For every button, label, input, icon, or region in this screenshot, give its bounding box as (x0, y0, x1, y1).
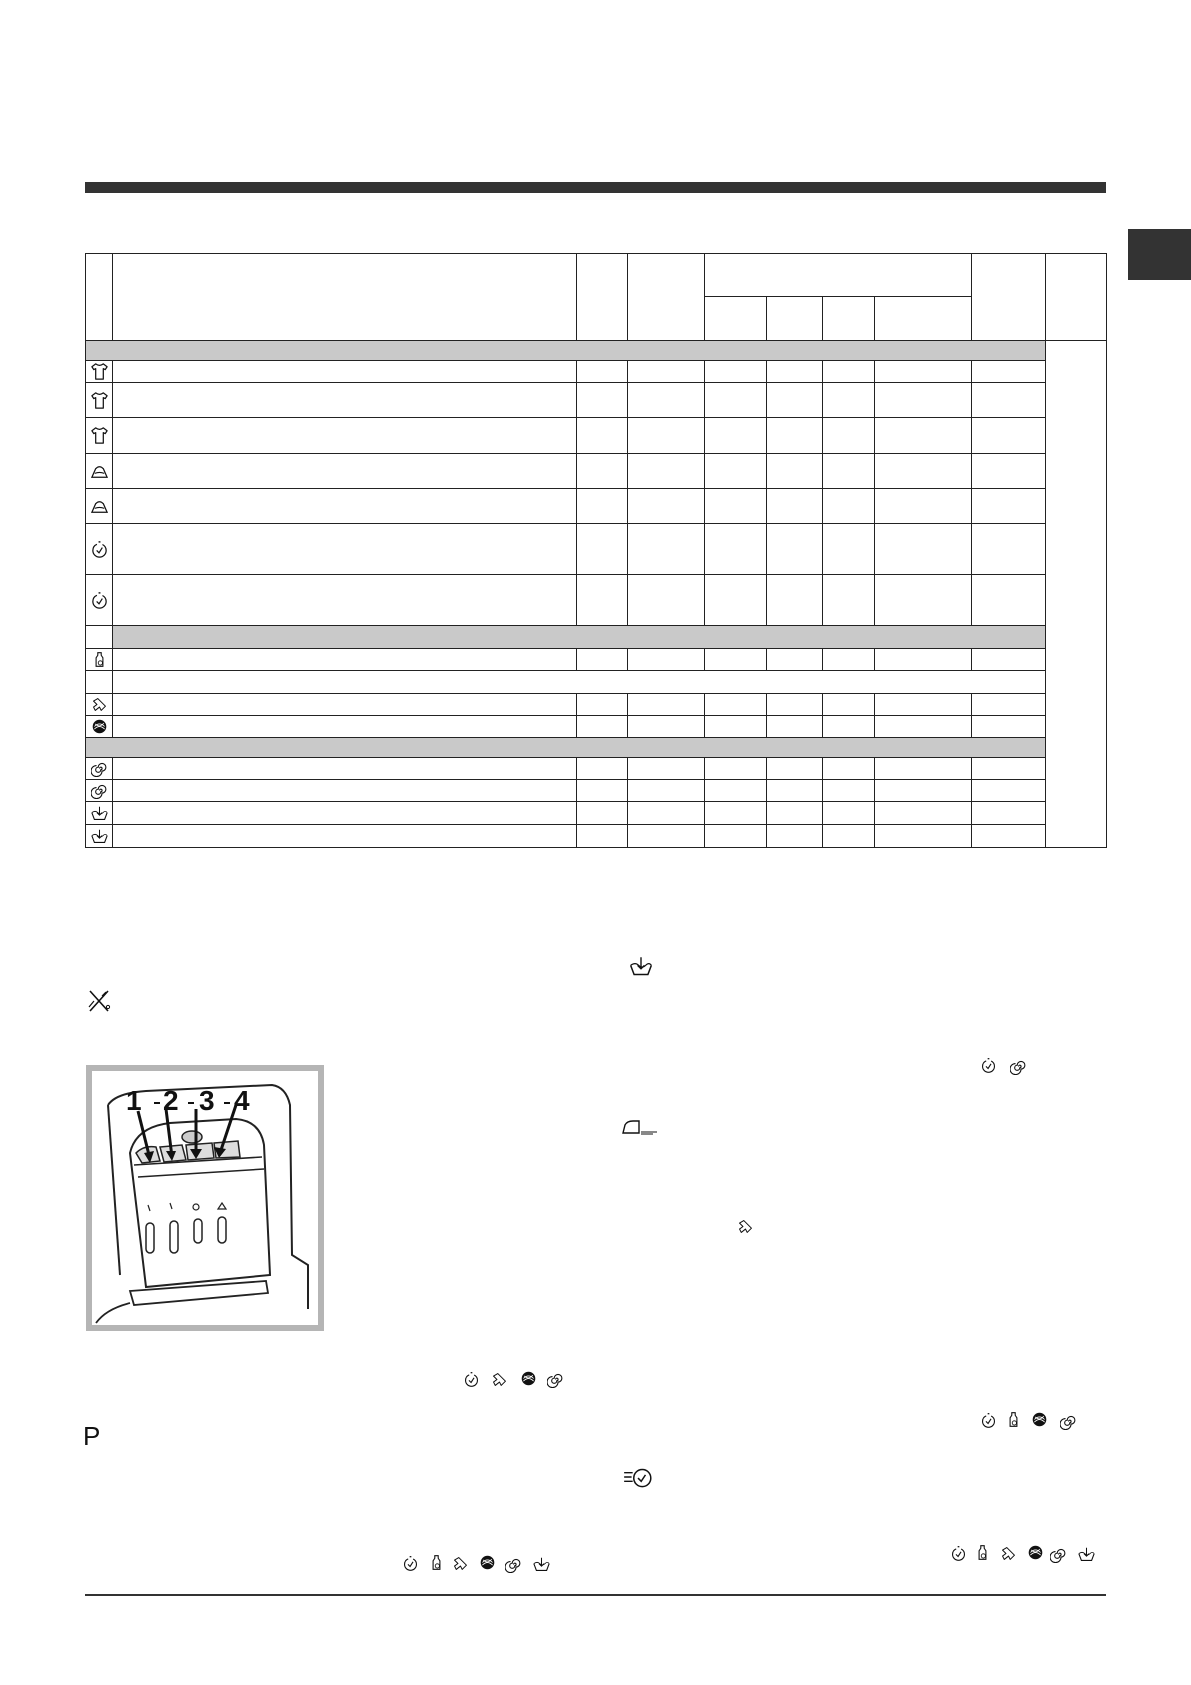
table-cell (113, 418, 577, 454)
section-cell (86, 341, 1046, 361)
table-cell (113, 383, 577, 418)
table-cell (113, 489, 577, 524)
table-row (86, 454, 1107, 489)
no-spin-icon (84, 987, 112, 1015)
table-cell (823, 524, 875, 575)
table-cell (705, 716, 767, 738)
table-cell (113, 825, 577, 848)
table-cell (767, 575, 823, 626)
table-cell (705, 575, 767, 626)
table-cell (705, 383, 767, 418)
letter-p: P (83, 1421, 101, 1451)
section-cell (113, 626, 1046, 649)
table-cell (972, 825, 1046, 848)
stopwatch-icon (463, 1371, 480, 1388)
table-cell (705, 825, 767, 848)
delicate-garment-icon (491, 1371, 508, 1388)
table-cell (875, 802, 972, 825)
table-cell (577, 649, 628, 671)
table-row (86, 694, 1107, 716)
table-cell (628, 575, 705, 626)
table-cell (767, 802, 823, 825)
table-cell (705, 780, 767, 802)
table-cell (628, 489, 705, 524)
delicate-garment-icon (1000, 1545, 1017, 1562)
table-cell (767, 758, 823, 780)
table-cell (113, 575, 577, 626)
stopwatch-icon (980, 1412, 997, 1429)
callout-2: 2 (163, 1085, 179, 1116)
table-cell (823, 716, 875, 738)
table-cell (705, 694, 767, 716)
table-section-row (86, 341, 1107, 361)
drain-tub-icon (624, 955, 658, 978)
spiral-spin-icon (86, 780, 113, 802)
detergent-dispenser-figure (86, 1065, 324, 1331)
wool-ball-icon (1031, 1411, 1048, 1428)
table-cell (113, 780, 577, 802)
delicate-garment-icon (86, 694, 113, 716)
table-cell (875, 780, 972, 802)
table-cell (823, 361, 875, 383)
header-cell (113, 254, 577, 341)
table-cell (823, 418, 875, 454)
callout-1: 1 (126, 1085, 142, 1116)
wool-ball-icon (1027, 1544, 1044, 1561)
table-row (86, 575, 1107, 626)
table-header-row (86, 254, 1107, 297)
table-row (86, 418, 1107, 454)
table-cell (113, 694, 577, 716)
drain-tub-icon (86, 825, 113, 848)
wool-bottle-icon (1005, 1410, 1022, 1429)
rapid-wash-icon (622, 1465, 654, 1489)
table-cell (767, 649, 823, 671)
spiral-spin-icon (547, 1371, 564, 1388)
table-row (86, 780, 1107, 802)
table-cell (875, 649, 972, 671)
delicate-garment-icon (452, 1555, 469, 1572)
table-cell (823, 489, 875, 524)
table-cell (875, 575, 972, 626)
table-cell (705, 649, 767, 671)
table-cell (972, 361, 1046, 383)
table-cell (875, 418, 972, 454)
table-cell (628, 383, 705, 418)
subheader-cell (875, 297, 972, 341)
header-rule (85, 182, 1106, 193)
table-cell (972, 524, 1046, 575)
table-cell (577, 524, 628, 575)
table-cell (628, 825, 705, 848)
table-cell (767, 716, 823, 738)
stopwatch-icon (86, 575, 113, 626)
table-cell (767, 418, 823, 454)
table-row (86, 524, 1107, 575)
table-cell (628, 802, 705, 825)
shirt-icon (86, 361, 113, 383)
shirt-icon (86, 383, 113, 418)
table-cell (972, 802, 1046, 825)
table-section-row (86, 738, 1107, 758)
table-cell (113, 361, 577, 383)
table-cell (577, 383, 628, 418)
table-cell (628, 524, 705, 575)
table-cell (972, 575, 1046, 626)
footer-rule (85, 1594, 1106, 1596)
table-cell (823, 758, 875, 780)
table-cell (113, 524, 577, 575)
subheader-cell (767, 297, 823, 341)
wool-ball-icon (520, 1370, 537, 1387)
table-row (86, 716, 1107, 738)
table-cell (823, 575, 875, 626)
wool-ball-icon (479, 1554, 496, 1571)
spiral-spin-icon (1060, 1413, 1077, 1430)
table-row (86, 383, 1107, 418)
table-cell (875, 454, 972, 489)
table-cell (875, 825, 972, 848)
spiral-spin-icon (1010, 1058, 1027, 1075)
table-cell (628, 418, 705, 454)
table-section-row (86, 626, 1107, 649)
table-cell (972, 649, 1046, 671)
table-cell (113, 758, 577, 780)
header-cell (86, 254, 113, 341)
table-cell (875, 489, 972, 524)
table-cell (823, 802, 875, 825)
bucket-wash-icon (86, 454, 113, 489)
table-cell (823, 694, 875, 716)
table-cell (577, 575, 628, 626)
table-cell (705, 361, 767, 383)
table-cell (628, 649, 705, 671)
table-cell (113, 454, 577, 489)
stopwatch-icon (402, 1555, 419, 1572)
table-cell (767, 694, 823, 716)
table-row (86, 758, 1107, 780)
drain-tub-icon (86, 802, 113, 825)
table-cell (972, 418, 1046, 454)
table-cell (767, 454, 823, 489)
table-cell (577, 454, 628, 489)
table-cell (577, 361, 628, 383)
table-cell (577, 802, 628, 825)
merged-right-cell (1046, 341, 1107, 848)
table-cell (113, 716, 577, 738)
table-row (86, 649, 1107, 671)
spiral-spin-icon (1050, 1546, 1067, 1563)
table-cell (577, 780, 628, 802)
table-cell (705, 489, 767, 524)
wool-ball-icon (86, 716, 113, 738)
table-cell (875, 694, 972, 716)
table-cell (875, 383, 972, 418)
drain-tub-icon (1077, 1546, 1096, 1563)
subheader-cell (705, 297, 767, 341)
table-row (86, 671, 1107, 694)
table-cell (823, 383, 875, 418)
table-cell (577, 694, 628, 716)
wool-bottle-icon (974, 1543, 991, 1562)
table-cell (972, 489, 1046, 524)
table-cell (86, 671, 113, 694)
header-cell (972, 254, 1046, 341)
table-cell (577, 489, 628, 524)
bucket-wash-icon (86, 489, 113, 524)
table-cell (113, 671, 1046, 694)
spiral-spin-icon (86, 758, 113, 780)
table-cell (875, 716, 972, 738)
table-cell (823, 649, 875, 671)
table-cell (705, 758, 767, 780)
section-cell (86, 738, 1046, 758)
drain-tub-icon (532, 1556, 551, 1573)
section-tab (1128, 229, 1191, 280)
spiral-spin-icon (505, 1556, 522, 1573)
table-cell (875, 758, 972, 780)
delicate-garment-icon (737, 1218, 754, 1235)
callout-3: 3 (199, 1085, 215, 1116)
table-cell (823, 780, 875, 802)
table-cell (767, 361, 823, 383)
table-cell (767, 524, 823, 575)
table-cell (577, 825, 628, 848)
table-cell (628, 454, 705, 489)
table-cell (705, 418, 767, 454)
header-group-cell (705, 254, 972, 297)
table-cell (972, 454, 1046, 489)
table-cell (705, 802, 767, 825)
table-cell (577, 758, 628, 780)
table-cell (113, 802, 577, 825)
table-cell (628, 758, 705, 780)
table-cell (628, 716, 705, 738)
table-cell (767, 489, 823, 524)
stopwatch-icon (980, 1057, 997, 1074)
table-cell (767, 383, 823, 418)
table-cell (577, 716, 628, 738)
header-cell (1046, 254, 1107, 341)
table-row (86, 361, 1107, 383)
shirt-icon (86, 418, 113, 454)
table-cell (972, 758, 1046, 780)
iron-icon (620, 1117, 662, 1137)
stopwatch-icon (950, 1545, 967, 1562)
table-cell (705, 524, 767, 575)
table-cell (875, 361, 972, 383)
table-cell (972, 694, 1046, 716)
table-cell (767, 780, 823, 802)
table-row (86, 802, 1107, 825)
section-cell (86, 626, 113, 649)
header-cell (628, 254, 705, 341)
table-cell (972, 780, 1046, 802)
table-cell (823, 454, 875, 489)
wool-bottle-icon (86, 649, 113, 671)
table-cell (972, 383, 1046, 418)
stopwatch-icon (86, 524, 113, 575)
program-table (85, 253, 1107, 848)
table-cell (705, 454, 767, 489)
table-cell (628, 361, 705, 383)
table-cell (628, 780, 705, 802)
table-cell (972, 716, 1046, 738)
table-cell (113, 649, 577, 671)
callout-4: 4 (234, 1085, 250, 1116)
table-cell (767, 825, 823, 848)
subheader-cell (823, 297, 875, 341)
table-row (86, 489, 1107, 524)
header-cell (577, 254, 628, 341)
table-cell (823, 825, 875, 848)
table-cell (577, 418, 628, 454)
table-cell (875, 524, 972, 575)
table-cell (628, 694, 705, 716)
table-row (86, 825, 1107, 848)
wool-bottle-icon (428, 1553, 445, 1572)
